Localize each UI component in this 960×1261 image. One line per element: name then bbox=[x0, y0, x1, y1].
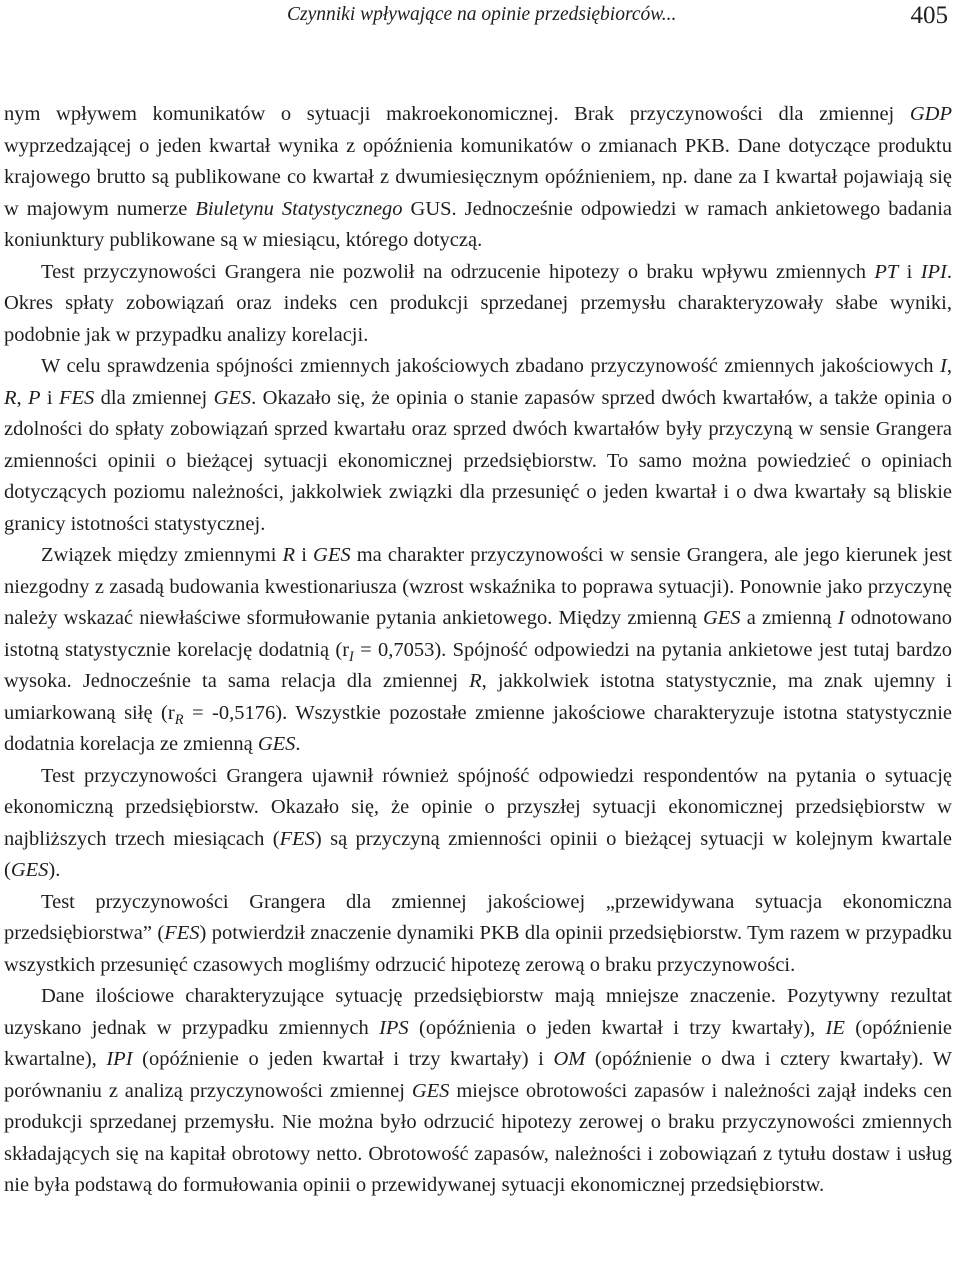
paragraph bbox=[4, 887, 952, 982]
paragraph bbox=[4, 351, 952, 540]
text-run: (opóźnienia o jeden kwartał i trzy kwartały), bbox=[408, 1016, 826, 1039]
paragraph bbox=[4, 257, 952, 352]
text-run: Test przyczynowości Grangera ujawnił również spójność odpowiedzi respondentów na pytania o sytuację ekonomiczną przedsiębiorstw. Okazało się, że opinie o przyszłej sytuacji ekonomicznej przedsiębiorstw w najbliższych trzech miesiącach ( bbox=[4, 764, 952, 850]
text-run: GUS. Jednocześnie odpowiedzi w ramach ankietowego badania koniunktury publikowane są w miesiącu, którego dotyczą. bbox=[4, 197, 952, 251]
italic-term: IE bbox=[825, 1016, 845, 1039]
italic-term: GES bbox=[411, 1079, 450, 1102]
italic-term: OM bbox=[553, 1048, 586, 1070]
italic-term: I bbox=[940, 355, 947, 377]
italic-term: GES bbox=[702, 607, 741, 629]
paragraph bbox=[4, 981, 952, 1202]
page-header bbox=[0, 2, 952, 32]
body-text bbox=[4, 99, 952, 1202]
paragraph bbox=[4, 761, 952, 887]
text-run: (opóźnienie kwartalne), bbox=[4, 1016, 952, 1070]
text-run: i bbox=[40, 386, 59, 409]
text-run: , bbox=[946, 355, 952, 377]
running-head: Czynniki wpływające na opinie przedsiębiorców... bbox=[287, 4, 677, 25]
text-run: Dane ilościowe charakteryzujące sytuację przedsiębiorstw mają mniejsze znaczenie. Pozytywny rezultat uzyskano jednak w przypadku zmiennych bbox=[4, 985, 952, 1039]
text-run: i bbox=[898, 260, 921, 283]
text-run: Test przyczynowości Grangera nie pozwolił na odrzucenie hipotezy o braku wpływu zmiennych bbox=[41, 260, 875, 283]
italic-term: FES bbox=[164, 922, 200, 944]
subscript: I bbox=[349, 648, 354, 665]
italic-term: GES bbox=[213, 386, 252, 409]
text-run: . Okres spłaty zobowiązań oraz indeks cen produkcji sprzedanej przemysłu charakteryzowały słabe wyniki, podobnie jak w przypadku analizy korelacji. bbox=[4, 260, 952, 346]
paragraph bbox=[4, 540, 952, 761]
text-run: Test przyczynowości Grangera dla zmiennej jakościowej „przewidywana sytuacja ekonomiczna przedsiębiorstwa” ( bbox=[4, 890, 952, 944]
text-run: dla zmiennej bbox=[94, 386, 214, 409]
page-number: 405 bbox=[910, 2, 948, 29]
italic-term: PT bbox=[874, 260, 899, 283]
italic-term: R bbox=[282, 544, 296, 566]
text-run: W celu sprawdzenia spójności zmiennych jakościowych zbadano przyczynowość zmiennych jakościowych bbox=[41, 355, 941, 377]
text-run: , bbox=[16, 386, 29, 409]
text-run: ma charakter przyczynowości w sensie Grangera, ale jego kierunek jest niezgodny z zasadą budowania kwestionariusza (wzrost wskaźnika to poprawa sytuacji). Ponownie jako przyczynę należy wskazać niewłaściwe sformułowanie pytania ankietowego. Między zmienną bbox=[4, 544, 953, 629]
text-run: . bbox=[295, 733, 301, 755]
italic-term: IPI bbox=[920, 260, 947, 283]
text-run: miejsce obrotowości zapasów i należności zajął indeks cen produkcji sprzedanej przemysłu. Nie można było odrzucić hipotezy zerowej o braku przyczynowości zmiennych składających się na kapitał obrotowy netto. Obrotowość zapasów, należności i zobowiązań z tytułu dostaw i usług nie była podstawą do formułowania opinii o przewidywanej sytuacji ekonomicznej przedsiębiorstw. bbox=[4, 1079, 952, 1196]
text-run: i bbox=[295, 544, 314, 566]
paragraph bbox=[4, 99, 952, 257]
text-run: odnotowano istotną statystycznie korelację dodatnią (r bbox=[4, 607, 952, 661]
italic-term: GDP bbox=[909, 103, 952, 125]
italic-term: FES bbox=[59, 386, 95, 409]
italic-term: R bbox=[4, 386, 17, 409]
text-run: wyprzedzającej o jeden kwartał wynika z opóźnienia komunikatów o zmianach PKB. Dane dotyczące produktu krajowego brutto są publikowane co kwartał z dwumiesięcznym opóźnieniem, np. dane za I kwartał pojawiają się w majowym numerze bbox=[4, 134, 952, 220]
text-run: = 0,7053). Spójność odpowiedzi na pytania ankietowe jest tutaj bardzo wysoka. Jednocześnie ta sama relacja dla zmiennej bbox=[4, 638, 952, 692]
italic-term: I bbox=[837, 607, 845, 629]
text-run: a zmienną bbox=[740, 607, 838, 629]
text-run: ) są przyczyną zmienności opinii o bieżącej sytuacji w kolejnym kwartale ( bbox=[4, 827, 953, 881]
italic-term: FES bbox=[279, 827, 315, 850]
subscript: R bbox=[174, 711, 184, 728]
text-run: . Okazało się, że opinia o stanie zapasów sprzed dwóch kwartałów, a także opinia o zdolności do spłaty zobowiązań sprzed kwartału oraz sprzed dwóch kwartałów były przyczyną w sensie Grangera zmienności opinii o bieżącej sytuacji ekonomicznej przedsiębiorstw. To samo można powiedzieć o opiniach dotyczących poziomu należności, jakkolwiek związki dla przesunięć o jeden kwartał i o dwa kwartały są bliskie granicy istotności statystycznej. bbox=[4, 386, 952, 535]
text-run: (opóźnienie o dwa i cztery kwartały). W porównaniu z analizą przyczynowości zmiennej bbox=[4, 1048, 952, 1102]
text-run: ) potwierdził znaczenie dynamiki PKB dla opinii przedsiębiorstw. Tym razem w przypadku wszystkich przesunięć czasowych mogliśmy odrzucić hipotezę zerową o braku przyczynowości. bbox=[4, 922, 953, 976]
text-run: = -0,5176). Wszystkie pozostałe zmienne jakościowe charakteryzuje istotna statystycznie dodatnia korelacja ze zmienną bbox=[4, 701, 952, 755]
text-run: ). bbox=[48, 859, 61, 881]
italic-term: R bbox=[469, 670, 482, 692]
italic-term: GES bbox=[313, 544, 351, 566]
text-run: Związek między zmiennymi bbox=[41, 544, 283, 566]
text-run: (opóźnienie o jeden kwartał i trzy kwartały) i bbox=[132, 1048, 554, 1070]
italic-term: IPI bbox=[106, 1048, 133, 1070]
italic-term: IPS bbox=[379, 1016, 409, 1039]
italic-term: GES bbox=[257, 733, 296, 755]
text-run: , jakkolwiek istotna statystycznie, ma znak ujemny i umiarkowaną siłę (r bbox=[4, 670, 952, 724]
italic-term: GES bbox=[10, 859, 49, 881]
italic-term: Biuletynu Statystycznego bbox=[195, 197, 403, 220]
text-run: nym wpływem komunikatów o sytuacji makroekonomicznej. Brak przyczynowości dla zmiennej bbox=[4, 103, 910, 125]
italic-term: P bbox=[28, 386, 41, 409]
